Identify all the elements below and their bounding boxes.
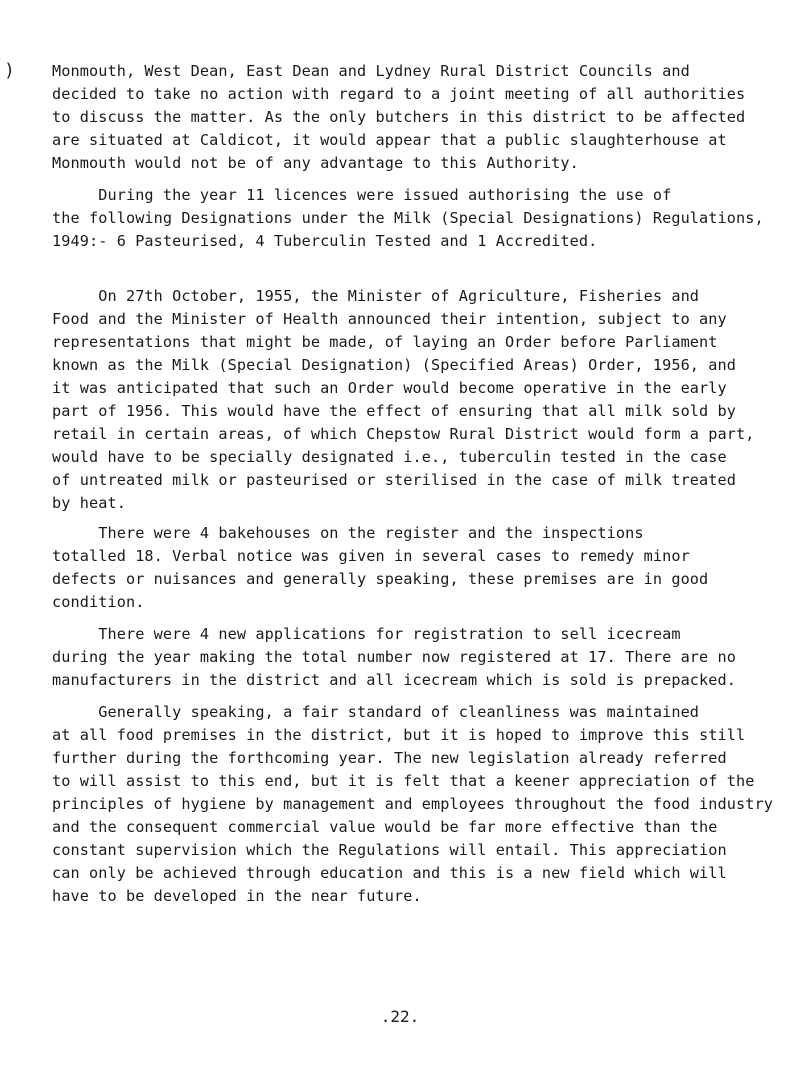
text-line: of untreated milk or pasteurised or sterilised in the case of milk treated [52, 471, 737, 489]
text-line: and the consequent commercial value would be far more effective than the [52, 818, 718, 836]
text-line: condition. [52, 593, 145, 611]
text-line: During the year 11 licences were issued authorising the use of [52, 186, 672, 204]
text-line: decided to take no action with regard to a joint meeting of all authorities [52, 85, 746, 103]
paragraph-milk-licences [52, 184, 772, 253]
text-line: There were 4 bakehouses on the register and the inspections [52, 524, 644, 542]
text-line: retail in certain areas, of which Chepstow Rural District would form a part, [52, 425, 755, 443]
text-line: at all food premises in the district, but it is hoped to improve this still [52, 726, 746, 744]
text-line: manufacturers in the district and all icecream which is sold is prepacked. [52, 671, 737, 689]
text-line: are situated at Caldicot, it would appear that a public slaughterhouse at [52, 131, 727, 149]
text-line: part of 1956. This would have the effect of ensuring that all milk sold by [52, 402, 737, 420]
text-line: known as the Milk (Special Designation) (Specified Areas) Order, 1956, and [52, 356, 737, 374]
margin-bracket-mark: ) [4, 60, 15, 81]
text-line: by heat. [52, 494, 126, 512]
paragraph-icecream [52, 623, 772, 692]
page-number: .22. [380, 1007, 420, 1026]
paragraph-food-hygiene [52, 701, 772, 908]
text-line: it was anticipated that such an Order would become operative in the early [52, 379, 727, 397]
text-line: constant supervision which the Regulations will entail. This appreciation [52, 841, 727, 859]
paragraph-specified-areas-order [52, 285, 772, 515]
text-line: representations that might be made, of laying an Order before Parliament [52, 333, 718, 351]
text-line: There were 4 new applications for registration to sell icecream [52, 625, 681, 643]
text-line: during the year making the total number now registered at 17. There are no [52, 648, 737, 666]
text-line: the following Designations under the Milk (Special Designations) Regulations, [52, 209, 764, 227]
text-line: principles of hygiene by management and employees throughout the food industry [52, 795, 774, 813]
text-line: Monmouth would not be of any advantage to this Authority. [52, 154, 579, 172]
text-line: to will assist to this end, but it is felt that a keener appreciation of the [52, 772, 755, 790]
text-line: totalled 18. Verbal notice was given in several cases to remedy minor [52, 547, 690, 565]
text-line: On 27th October, 1955, the Minister of Agriculture, Fisheries and [52, 287, 700, 305]
text-line: to discuss the matter. As the only butchers in this district to be affected [52, 108, 746, 126]
text-line: have to be developed in the near future. [52, 887, 422, 905]
paragraph-slaughterhouse [52, 60, 772, 175]
text-line: Generally speaking, a fair standard of cleanliness was maintained [52, 703, 700, 721]
paragraph-bakehouses [52, 522, 772, 614]
text-line: further during the forthcoming year. The new legislation already referred [52, 749, 727, 767]
text-line: would have to be specially designated i.e., tuberculin tested in the case [52, 448, 727, 466]
text-line: can only be achieved through education and this is a new field which will [52, 864, 727, 882]
text-line: Monmouth, West Dean, East Dean and Lydney Rural District Councils and [52, 62, 690, 80]
text-line: defects or nuisances and generally speaking, these premises are in good [52, 570, 709, 588]
text-line: 1949:- 6 Pasteurised, 4 Tuberculin Tested and 1 Accredited. [52, 232, 598, 250]
text-line: Food and the Minister of Health announced their intention, subject to any [52, 310, 727, 328]
